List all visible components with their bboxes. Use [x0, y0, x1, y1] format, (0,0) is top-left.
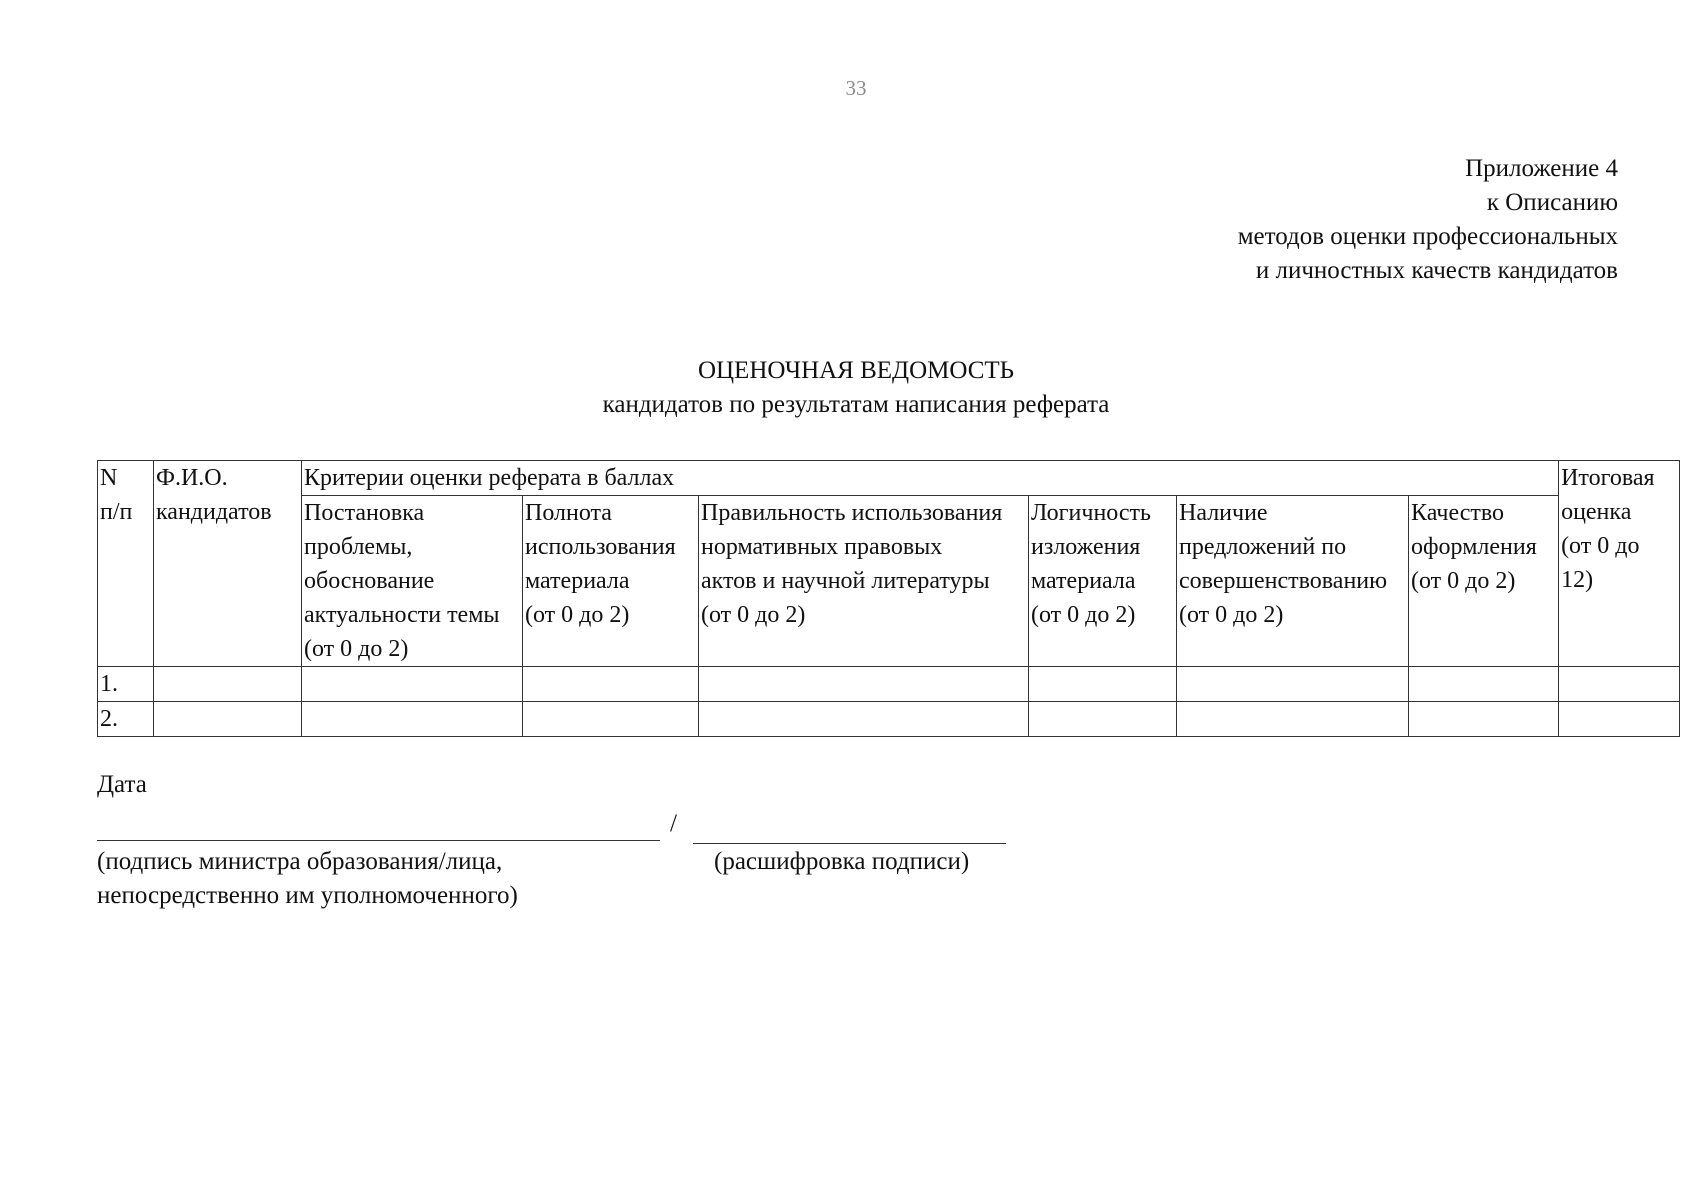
document-title: ОЦЕНОЧНАЯ ВЕДОМОСТЬ — [697, 357, 1015, 384]
signature-separator: / — [670, 810, 677, 837]
grade-sheet-table — [97, 460, 1680, 737]
column-header-criterion-formatting: Качество оформления (от 0 до 2) — [1409, 496, 1559, 667]
row-number: 1. — [98, 667, 154, 702]
column-header-full-name: Ф.И.О. кандидатов — [154, 461, 302, 667]
column-header-criterion-proposals: Наличие предложений по совершенствованию (от 0 до 2) — [1177, 496, 1409, 667]
cell-score[interactable] — [1177, 702, 1409, 737]
signature-caption: (подпись министра образования/лица, непосредственно им уполномоченного) — [97, 848, 518, 909]
cell-score[interactable] — [1409, 667, 1559, 702]
document-heading — [0, 354, 1695, 422]
appendix-line: Приложение 4 — [1465, 155, 1618, 182]
appendix-line: и личностных качеств кандидатов — [1255, 257, 1618, 284]
page-number: 33 — [845, 76, 867, 100]
cell-full-name[interactable] — [154, 667, 302, 702]
cell-total[interactable] — [1559, 702, 1680, 737]
appendix-line: к Описанию — [1486, 189, 1618, 216]
appendix-line: методов оценки профессиональных — [1237, 223, 1618, 250]
date-label: Дата — [97, 771, 147, 798]
cell-score[interactable] — [1029, 667, 1177, 702]
cell-score[interactable] — [699, 667, 1029, 702]
column-group-criteria: Критерии оценки реферата в баллах — [302, 461, 1559, 496]
column-header-criterion-problem: Постановка проблемы, обоснование актуальности темы (от 0 до 2) — [302, 496, 523, 667]
cell-score[interactable] — [302, 667, 523, 702]
signature-transcript-line — [693, 843, 1006, 844]
cell-score[interactable] — [1177, 667, 1409, 702]
cell-score[interactable] — [523, 667, 699, 702]
row-number: 2. — [98, 702, 154, 737]
cell-score[interactable] — [699, 702, 1029, 737]
signature-line — [97, 840, 660, 841]
column-header-criterion-sources: Правильность использования нормативных правовых актов и научной литературы (от 0 до 2) — [699, 496, 1029, 667]
cell-score[interactable] — [1029, 702, 1177, 737]
table-row — [98, 702, 1680, 737]
column-header-criterion-logic: Логичность изложения материала (от 0 до 2) — [1029, 496, 1177, 667]
cell-score[interactable] — [1409, 702, 1559, 737]
signature-transcript-caption: (расшифровка подписи) — [714, 848, 970, 875]
appendix-reference — [1238, 152, 1618, 288]
cell-score[interactable] — [302, 702, 523, 737]
cell-full-name[interactable] — [154, 702, 302, 737]
column-header-total: Итоговая оценка (от 0 до 12) — [1559, 461, 1680, 667]
column-header-criterion-completeness: Полнота использования материала (от 0 до 2) — [523, 496, 699, 667]
document-subtitle: кандидатов по результатам написания реферата — [602, 391, 1110, 418]
cell-score[interactable] — [523, 702, 699, 737]
cell-total[interactable] — [1559, 667, 1680, 702]
table-row — [98, 667, 1680, 702]
column-header-number: N п/п — [98, 461, 154, 667]
